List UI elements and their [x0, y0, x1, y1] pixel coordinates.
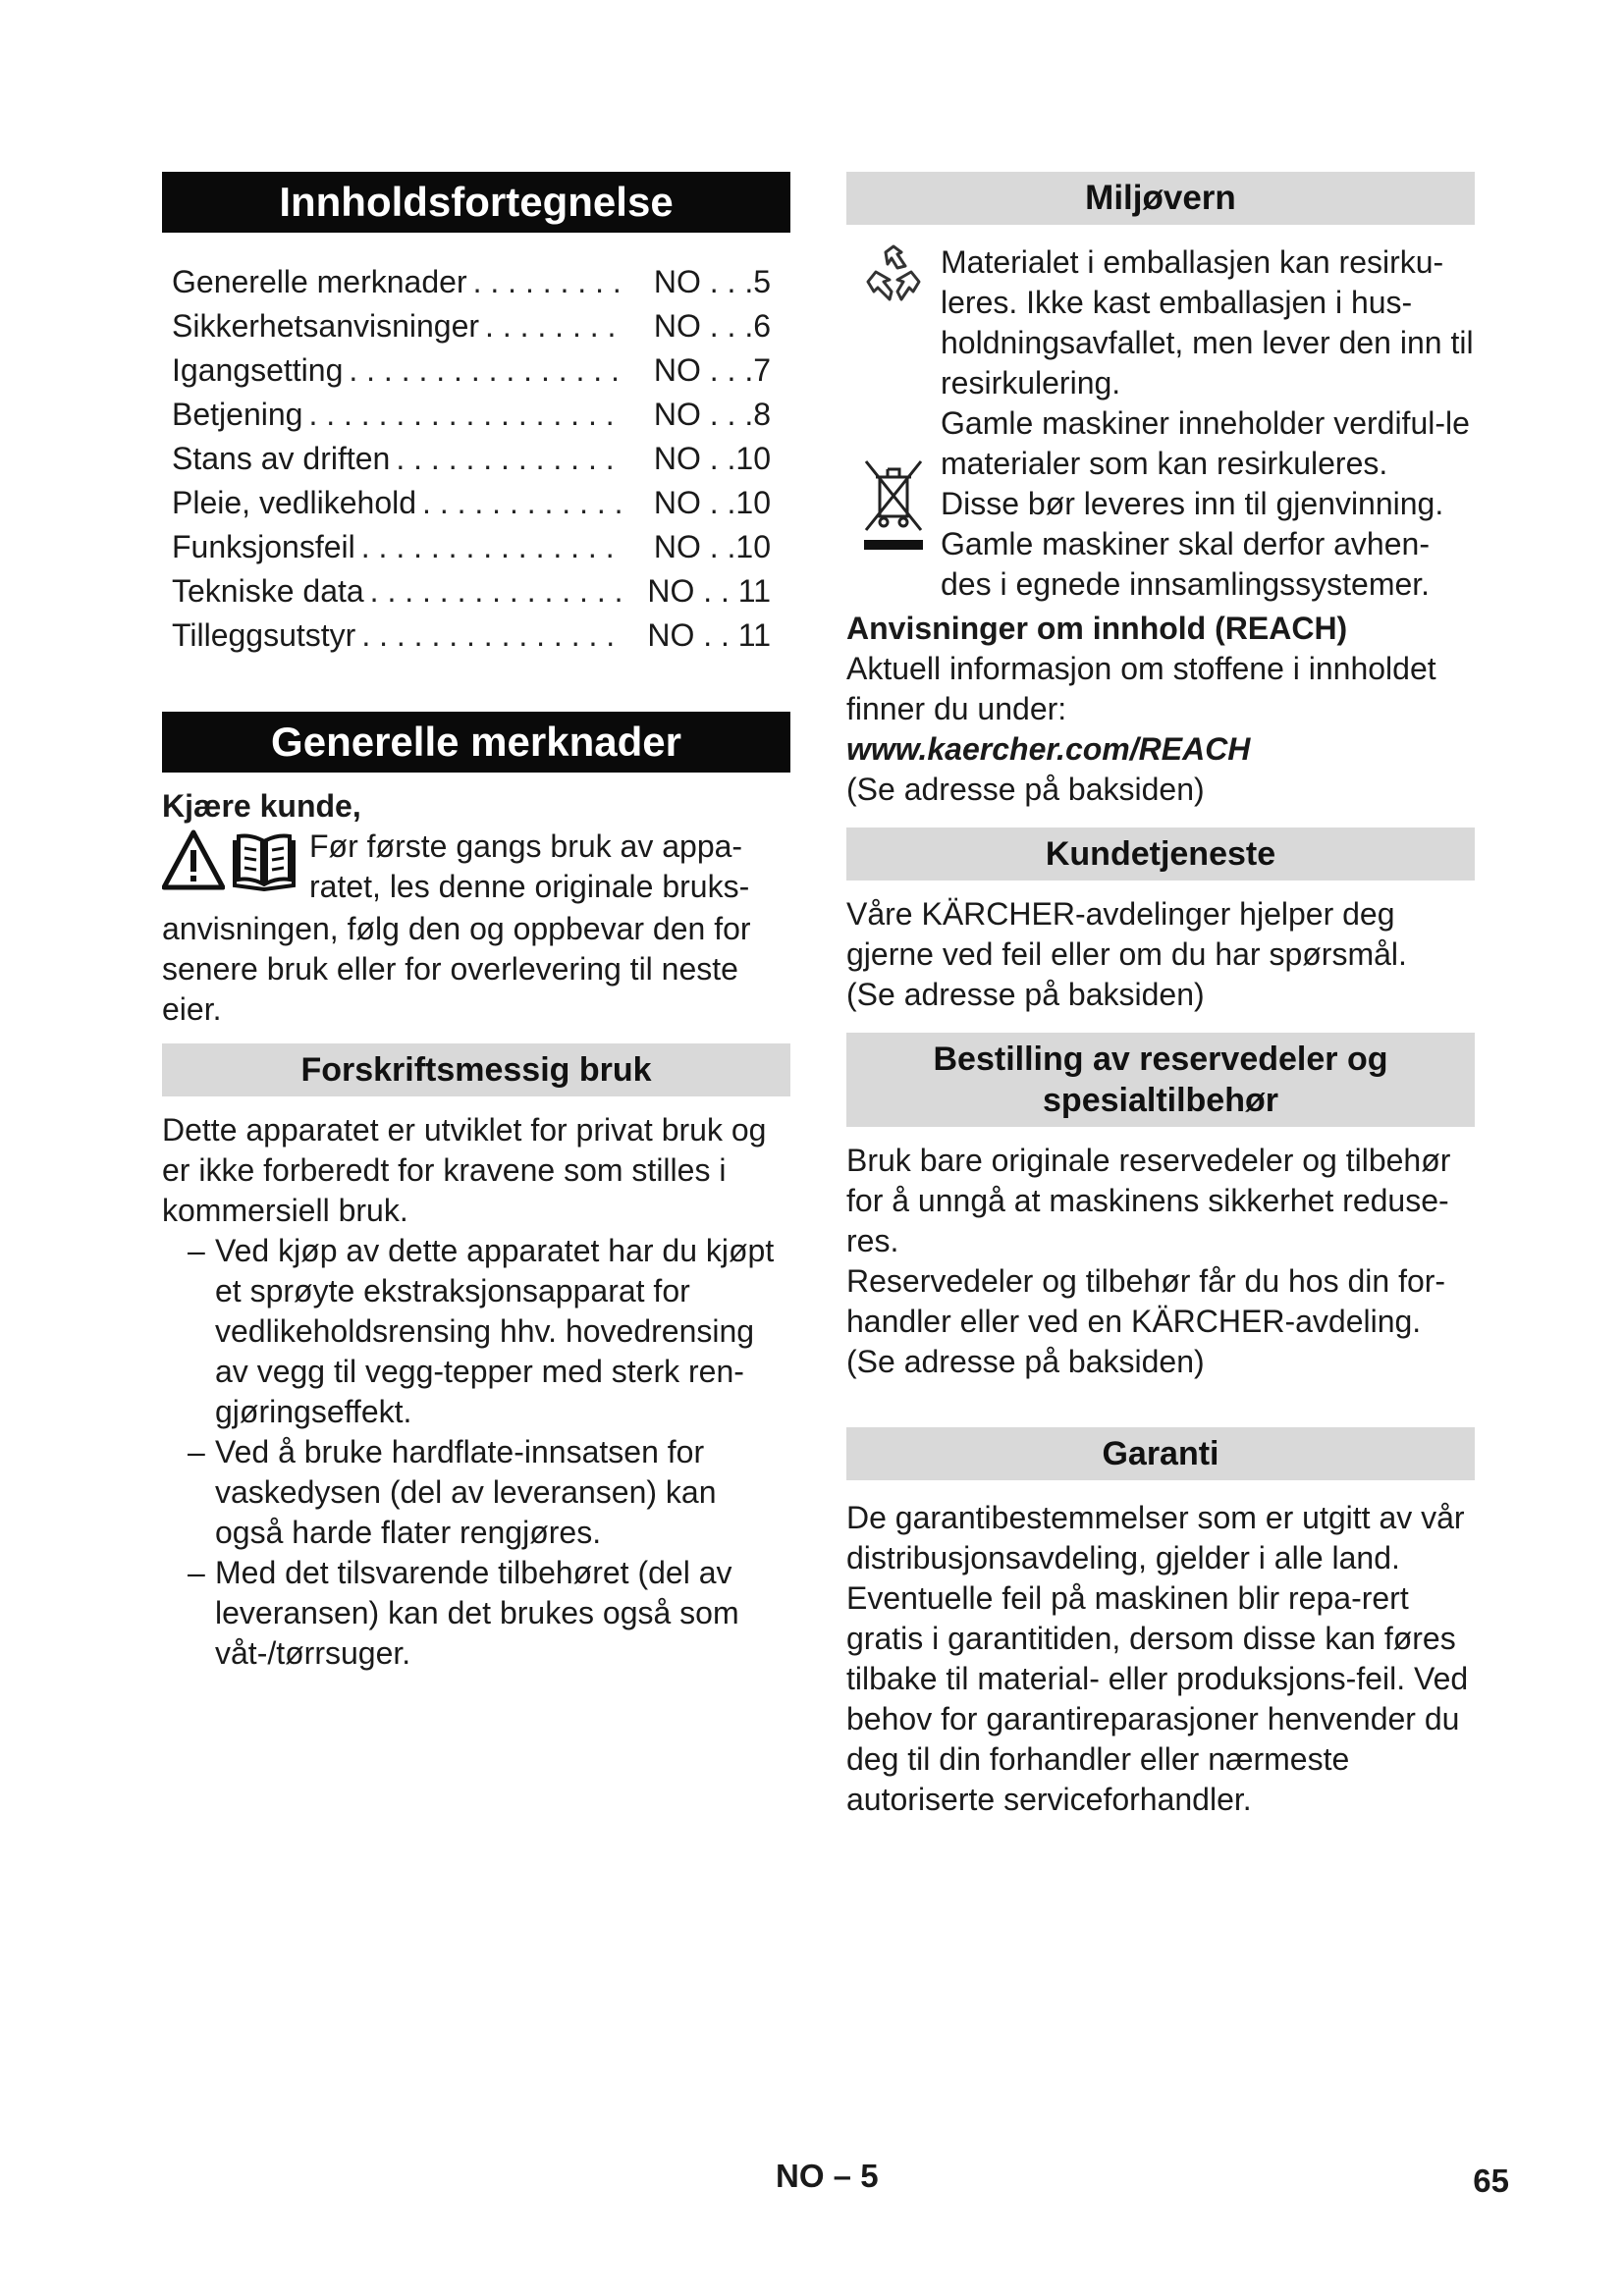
- left-column: [162, 172, 790, 1674]
- environment-heading: Miljøvern: [846, 172, 1475, 225]
- toc-entry-page: NO . .10: [653, 529, 771, 564]
- toc-heading: Innholdsfortegnelse: [162, 172, 790, 233]
- toc-entry-title: Tilleggsutstyr: [172, 617, 356, 653]
- warning-icons: [162, 827, 309, 909]
- list-item: – Ved kjøp av dette apparatet har du kjøpt et sprøyte ekstraksjonsapparat for vedlikeholdsrensing hhv. hovedrensing av vegg til vegg-tepper med sterk ren-gjøringseffekt.: [188, 1233, 775, 1429]
- reach-link[interactable]: www.kaercher.com/REACH: [846, 731, 1251, 767]
- toc-leader-dots: [355, 614, 623, 658]
- warning-text-line2: ratet, les denne originale bruks-: [309, 869, 750, 904]
- old-machines-row: [846, 403, 1475, 605]
- list-item: – Ved å bruke hardflate-innsatsen for vaskedysen (del av leveransen) kan også harde flater rengjøres.: [188, 1434, 717, 1550]
- toc-entry-page: NO . .10: [653, 441, 771, 476]
- toc-entry-title: Igangsetting: [172, 352, 344, 388]
- toc-entry[interactable]: [172, 260, 771, 304]
- warning-text-rest: anvisningen, følg den og oppbevar den for senere bruk eller for overlevering til neste eier.: [162, 911, 751, 1027]
- toc-leader-dots: [416, 481, 623, 525]
- reach-text: Aktuell informasjon om stoffene i innholdet finner du under:: [846, 651, 1436, 726]
- section-page-label: NO – 5: [776, 2158, 879, 2194]
- customer-service-heading: Kundetjeneste: [846, 828, 1475, 881]
- warning-block: [162, 827, 790, 909]
- toc-leader-dots: [302, 393, 623, 437]
- weee-icon: [846, 403, 941, 605]
- toc-entry[interactable]: [172, 304, 771, 348]
- spare-parts-text1: Bruk bare originale reservedeler og tilbehør for å unngå at maskinens sikkerhet reduse-res.: [846, 1143, 1451, 1258]
- toc-leader-dots: [355, 525, 623, 569]
- toc-entry[interactable]: [172, 481, 771, 525]
- list-item: – Med det tilsvarende tilbehøret (del av leveransen) kan det brukes også som våt-/tørrsuger.: [188, 1555, 739, 1671]
- toc-entry-title: Tekniske data: [172, 573, 364, 609]
- toc-entry-title: Betjening: [172, 397, 303, 432]
- toc-entry-page: NO . . 11: [647, 617, 771, 653]
- right-column: [846, 172, 1475, 1820]
- toc-entry-page: NO . . .6: [653, 308, 771, 344]
- spare-parts-heading: Bestilling av reservedeler og spesialtilbehør: [846, 1033, 1475, 1127]
- reach-title: Anvisninger om innhold (REACH): [846, 611, 1348, 646]
- toc-entry-page: NO . . .5: [653, 264, 771, 299]
- warning-text-line1: Før første gangs bruk av appa-: [309, 828, 743, 864]
- spare-parts-address: (Se adresse på baksiden): [846, 1344, 1205, 1379]
- manual-book-icon: [229, 828, 299, 896]
- toc-entry-title: Funksjonsfeil: [172, 529, 355, 564]
- toc-entry-title: Sikkerhetsanvisninger: [172, 308, 480, 344]
- toc-leader-dots: [479, 304, 623, 348]
- toc-entry-page: NO . . 11: [647, 573, 771, 609]
- customer-service-address: (Se adresse på baksiden): [846, 977, 1205, 1012]
- toc-entry[interactable]: [172, 393, 771, 437]
- toc-leader-dots: [390, 437, 623, 481]
- table-of-contents: [172, 260, 771, 658]
- intended-use-heading: Forskriftsmessig bruk: [162, 1043, 790, 1096]
- toc-leader-dots: [343, 348, 623, 393]
- greeting: Kjære kunde,: [162, 788, 361, 824]
- toc-entry[interactable]: [172, 348, 771, 393]
- toc-entry-title: Pleie, vedlikehold: [172, 485, 417, 520]
- toc-entry-page: NO . .10: [653, 485, 771, 520]
- intended-use-list: [162, 1231, 790, 1674]
- toc-leader-dots: [467, 260, 623, 304]
- toc-entry[interactable]: [172, 569, 771, 614]
- general-notes-heading: Generelle merknader: [162, 712, 790, 773]
- toc-entry[interactable]: [172, 437, 771, 481]
- page-number: 65: [1473, 2163, 1509, 2199]
- packaging-recycling-row: [846, 242, 1475, 403]
- toc-entry-page: NO . . .7: [653, 352, 771, 388]
- toc-entry-title: Generelle merknader: [172, 264, 467, 299]
- recycling-icon: [846, 242, 941, 403]
- packaging-text: Materialet i emballasjen kan resirku-leres. Ikke kast emballasjen i hus-holdningsavfallet, men lever den inn til resirkulering.: [941, 244, 1474, 400]
- old-machines-text: Gamle maskiner inneholder verdiful-le materialer som kan resirkuleres. Disse bør leveres inn til gjenvinning. Gamle maskiner skal derfor avhen-des i egnede innsamlingssystemer.: [941, 405, 1470, 602]
- spare-parts-text2: Reservedeler og tilbehør får du hos din for-handler eller ved en KÄRCHER-avdeling.: [846, 1263, 1446, 1339]
- reach-address: (Se adresse på baksiden): [846, 772, 1205, 807]
- warranty-text: De garantibestemmelser som er utgitt av vår distribusjonsavdeling, gjelder i alle land. Eventuelle feil på maskinen blir repa-rert gratis i garantitiden, dersom disse kan føres tilbake til material- eller produksjons-feil. Ved behov for garantireparasjoner henvender du deg til din forhandler eller nærmeste autoriserte serviceforhandler.: [846, 1500, 1469, 1817]
- intended-use-intro: Dette apparatet er utviklet for privat bruk og er ikke forberedt for kravene som stilles i kommersiell bruk.: [162, 1112, 767, 1228]
- warranty-heading: Garanti: [846, 1427, 1475, 1480]
- toc-leader-dots: [364, 569, 623, 614]
- toc-entry-page: NO . . .8: [653, 397, 771, 432]
- toc-entry-title: Stans av driften: [172, 441, 391, 476]
- warning-triangle-icon: [162, 828, 225, 896]
- toc-entry[interactable]: [172, 614, 771, 658]
- toc-entry[interactable]: [172, 525, 771, 569]
- customer-service-text: Våre KÄRCHER-avdelinger hjelper deg gjerne ved feil eller om du har spørsmål.: [846, 896, 1407, 972]
